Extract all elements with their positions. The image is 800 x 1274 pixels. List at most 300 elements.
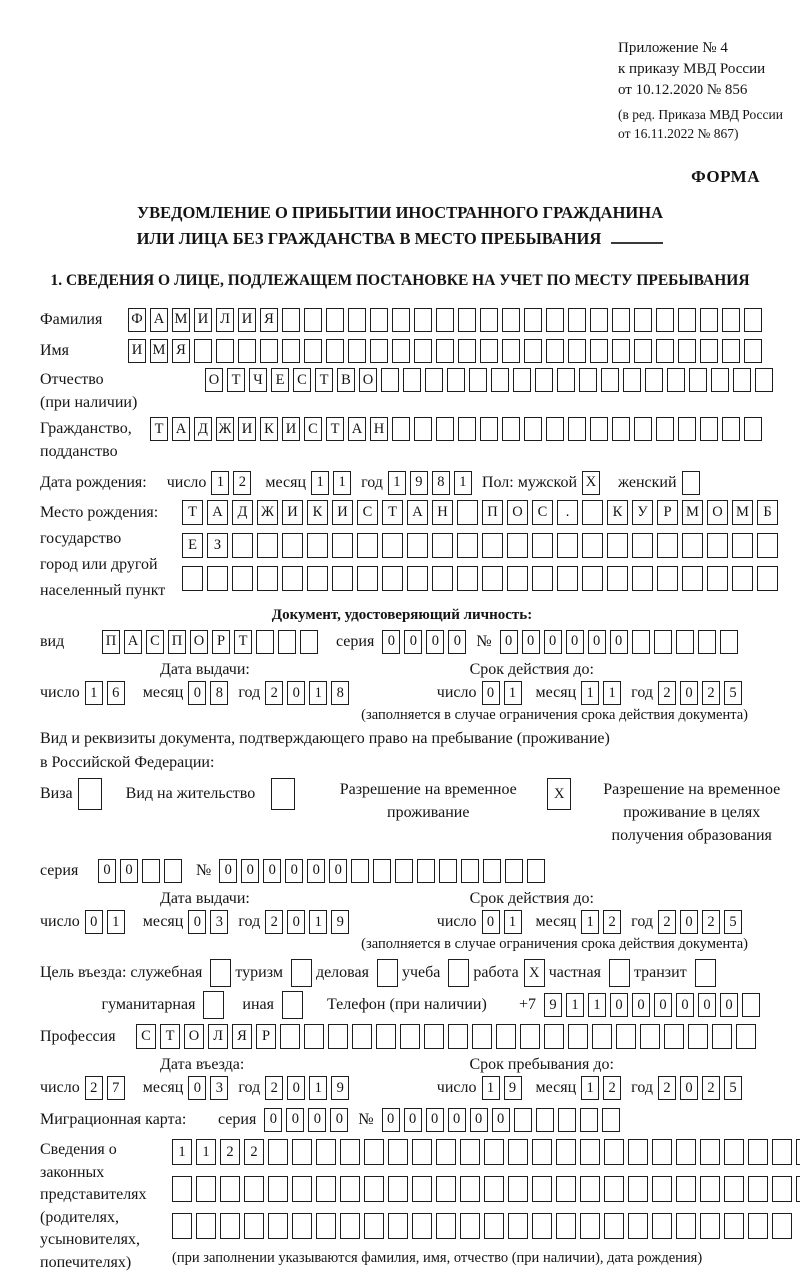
char-cell[interactable]: К xyxy=(607,500,628,525)
stay-expiry-day[interactable] xyxy=(482,910,526,934)
char-cell[interactable] xyxy=(458,308,476,332)
char-cell[interactable] xyxy=(524,417,542,441)
char-cell[interactable]: 2 xyxy=(702,681,720,705)
char-cell[interactable]: 1 xyxy=(333,471,351,495)
char-cell[interactable] xyxy=(332,533,353,558)
char-cell[interactable]: 0 xyxy=(448,630,466,654)
char-cell[interactable]: X xyxy=(524,959,545,987)
char-cell[interactable]: 1 xyxy=(504,910,522,934)
birth-month-cells[interactable] xyxy=(311,471,355,495)
char-cell[interactable]: Я xyxy=(260,308,278,332)
char-cell[interactable]: 0 xyxy=(188,1076,206,1100)
char-cell[interactable] xyxy=(678,308,696,332)
char-cell[interactable]: Т xyxy=(382,500,403,525)
char-cell[interactable] xyxy=(461,859,479,883)
char-cell[interactable] xyxy=(172,1213,192,1239)
char-cell[interactable] xyxy=(772,1139,792,1165)
char-cell[interactable]: Ф xyxy=(128,308,146,332)
char-cell[interactable] xyxy=(232,566,253,591)
char-cell[interactable] xyxy=(328,1024,348,1049)
char-cell[interactable] xyxy=(469,368,487,392)
char-cell[interactable]: И xyxy=(238,308,256,332)
char-cell[interactable] xyxy=(557,368,575,392)
char-cell[interactable] xyxy=(640,1024,660,1049)
char-cell[interactable]: 0 xyxy=(188,910,206,934)
id-issue-month[interactable] xyxy=(188,681,232,705)
char-cell[interactable]: 0 xyxy=(680,1076,698,1100)
char-cell[interactable] xyxy=(532,1213,552,1239)
char-cell[interactable]: Б xyxy=(757,500,778,525)
char-cell[interactable] xyxy=(460,1139,480,1165)
char-cell[interactable] xyxy=(425,368,443,392)
char-cell[interactable]: 0 xyxy=(287,910,305,934)
char-cell[interactable]: 0 xyxy=(482,681,500,705)
char-cell[interactable] xyxy=(172,1176,192,1202)
char-cell[interactable] xyxy=(278,630,296,654)
char-cell[interactable] xyxy=(695,959,716,987)
entry-year[interactable] xyxy=(265,1076,353,1100)
char-cell[interactable] xyxy=(676,1176,696,1202)
purpose-business-checkbox[interactable] xyxy=(377,959,402,987)
char-cell[interactable]: О xyxy=(707,500,728,525)
char-cell[interactable]: 1 xyxy=(309,1076,327,1100)
char-cell[interactable] xyxy=(210,959,231,987)
char-cell[interactable]: 1 xyxy=(581,1076,599,1100)
char-cell[interactable] xyxy=(536,1108,554,1132)
char-cell[interactable]: В xyxy=(337,368,355,392)
char-cell[interactable] xyxy=(483,859,501,883)
id-doc-series-cells[interactable] xyxy=(382,630,470,654)
char-cell[interactable]: 1 xyxy=(107,910,125,934)
char-cell[interactable] xyxy=(700,1176,720,1202)
char-cell[interactable] xyxy=(568,417,586,441)
char-cell[interactable] xyxy=(757,566,778,591)
char-cell[interactable] xyxy=(340,1213,360,1239)
sex-female-checkbox[interactable] xyxy=(682,471,704,495)
char-cell[interactable] xyxy=(720,630,738,654)
char-cell[interactable] xyxy=(203,991,224,1019)
char-cell[interactable] xyxy=(268,1176,288,1202)
patronymic-cells[interactable] xyxy=(205,368,777,392)
char-cell[interactable] xyxy=(527,859,545,883)
char-cell[interactable]: С xyxy=(146,630,164,654)
char-cell[interactable] xyxy=(744,339,762,363)
char-cell[interactable] xyxy=(634,417,652,441)
char-cell[interactable] xyxy=(604,1213,624,1239)
char-cell[interactable]: И xyxy=(194,308,212,332)
stay-expiry-month[interactable] xyxy=(581,910,625,934)
char-cell[interactable]: 1 xyxy=(581,681,599,705)
char-cell[interactable] xyxy=(590,339,608,363)
char-cell[interactable]: 0 xyxy=(610,993,628,1017)
char-cell[interactable]: 2 xyxy=(658,1076,676,1100)
char-cell[interactable] xyxy=(656,308,674,332)
char-cell[interactable] xyxy=(377,959,398,987)
char-cell[interactable]: 0 xyxy=(85,910,103,934)
stay-issue-year[interactable] xyxy=(265,910,353,934)
char-cell[interactable]: С xyxy=(304,417,322,441)
char-cell[interactable] xyxy=(282,991,303,1019)
char-cell[interactable] xyxy=(602,1108,620,1132)
char-cell[interactable] xyxy=(700,308,718,332)
char-cell[interactable] xyxy=(609,959,630,987)
char-cell[interactable]: 9 xyxy=(544,993,562,1017)
char-cell[interactable]: Я xyxy=(172,339,190,363)
char-cell[interactable]: 0 xyxy=(588,630,606,654)
char-cell[interactable] xyxy=(657,533,678,558)
char-cell[interactable] xyxy=(532,566,553,591)
char-cell[interactable]: 0 xyxy=(120,859,138,883)
char-cell[interactable] xyxy=(207,566,228,591)
char-cell[interactable] xyxy=(682,566,703,591)
birth-day-cells[interactable] xyxy=(211,471,255,495)
char-cell[interactable] xyxy=(582,533,603,558)
char-cell[interactable] xyxy=(535,368,553,392)
char-cell[interactable] xyxy=(724,1176,744,1202)
char-cell[interactable] xyxy=(628,1139,648,1165)
char-cell[interactable] xyxy=(238,339,256,363)
char-cell[interactable] xyxy=(484,1213,504,1239)
char-cell[interactable]: Е xyxy=(271,368,289,392)
char-cell[interactable]: М xyxy=(150,339,168,363)
char-cell[interactable] xyxy=(351,859,369,883)
char-cell[interactable] xyxy=(482,533,503,558)
char-cell[interactable] xyxy=(388,1139,408,1165)
char-cell[interactable]: 9 xyxy=(504,1076,522,1100)
char-cell[interactable] xyxy=(436,1213,456,1239)
char-cell[interactable] xyxy=(482,566,503,591)
char-cell[interactable] xyxy=(496,1024,516,1049)
char-cell[interactable]: Т xyxy=(326,417,344,441)
char-cell[interactable] xyxy=(400,1024,420,1049)
char-cell[interactable] xyxy=(748,1139,768,1165)
char-cell[interactable] xyxy=(748,1176,768,1202)
char-cell[interactable]: 2 xyxy=(85,1076,103,1100)
char-cell[interactable] xyxy=(164,859,182,883)
char-cell[interactable]: М xyxy=(682,500,703,525)
sex-male-checkbox[interactable] xyxy=(582,471,604,495)
char-cell[interactable] xyxy=(634,339,652,363)
char-cell[interactable] xyxy=(484,1176,504,1202)
char-cell[interactable] xyxy=(282,533,303,558)
char-cell[interactable]: 0 xyxy=(241,859,259,883)
char-cell[interactable]: М xyxy=(172,308,190,332)
char-cell[interactable] xyxy=(260,339,278,363)
char-cell[interactable]: 0 xyxy=(676,993,694,1017)
char-cell[interactable] xyxy=(436,417,454,441)
char-cell[interactable] xyxy=(292,1213,312,1239)
purpose-work-checkbox[interactable] xyxy=(524,959,549,987)
char-cell[interactable]: 0 xyxy=(382,630,400,654)
char-cell[interactable] xyxy=(316,1176,336,1202)
char-cell[interactable] xyxy=(332,566,353,591)
char-cell[interactable]: 0 xyxy=(287,1076,305,1100)
char-cell[interactable] xyxy=(196,1213,216,1239)
char-cell[interactable] xyxy=(612,417,630,441)
char-cell[interactable] xyxy=(607,566,628,591)
char-cell[interactable]: С xyxy=(532,500,553,525)
char-cell[interactable] xyxy=(507,566,528,591)
char-cell[interactable]: П xyxy=(168,630,186,654)
char-cell[interactable] xyxy=(645,368,663,392)
char-cell[interactable]: 9 xyxy=(331,910,349,934)
char-cell[interactable] xyxy=(458,417,476,441)
purpose-official-checkbox[interactable] xyxy=(210,959,235,987)
char-cell[interactable] xyxy=(607,533,628,558)
char-cell[interactable] xyxy=(407,566,428,591)
char-cell[interactable] xyxy=(612,339,630,363)
char-cell[interactable] xyxy=(742,993,760,1017)
char-cell[interactable]: И xyxy=(128,339,146,363)
char-cell[interactable]: З xyxy=(207,533,228,558)
char-cell[interactable]: 0 xyxy=(492,1108,510,1132)
char-cell[interactable] xyxy=(417,859,435,883)
char-cell[interactable]: 2 xyxy=(702,1076,720,1100)
char-cell[interactable]: О xyxy=(507,500,528,525)
purpose-humanitarian-checkbox[interactable] xyxy=(203,991,228,1019)
char-cell[interactable] xyxy=(582,566,603,591)
char-cell[interactable]: Д xyxy=(194,417,212,441)
char-cell[interactable] xyxy=(632,630,650,654)
char-cell[interactable]: 1 xyxy=(196,1139,216,1165)
char-cell[interactable]: С xyxy=(357,500,378,525)
char-cell[interactable]: Н xyxy=(370,417,388,441)
char-cell[interactable] xyxy=(376,1024,396,1049)
char-cell[interactable]: Т xyxy=(150,417,168,441)
char-cell[interactable] xyxy=(370,339,388,363)
char-cell[interactable] xyxy=(700,1213,720,1239)
char-cell[interactable] xyxy=(282,566,303,591)
char-cell[interactable]: 1 xyxy=(172,1139,192,1165)
char-cell[interactable] xyxy=(457,500,478,525)
char-cell[interactable] xyxy=(256,630,274,654)
char-cell[interactable]: О xyxy=(205,368,223,392)
char-cell[interactable]: 8 xyxy=(331,681,349,705)
char-cell[interactable] xyxy=(711,368,729,392)
char-cell[interactable] xyxy=(700,1139,720,1165)
char-cell[interactable] xyxy=(733,368,751,392)
char-cell[interactable] xyxy=(796,1176,800,1202)
char-cell[interactable] xyxy=(678,339,696,363)
char-cell[interactable]: 1 xyxy=(454,471,472,495)
char-cell[interactable]: 0 xyxy=(404,1108,422,1132)
char-cell[interactable] xyxy=(457,566,478,591)
char-cell[interactable] xyxy=(460,1176,480,1202)
char-cell[interactable]: У xyxy=(632,500,653,525)
char-cell[interactable]: И xyxy=(238,417,256,441)
char-cell[interactable] xyxy=(414,417,432,441)
char-cell[interactable] xyxy=(282,339,300,363)
char-cell[interactable]: Т xyxy=(182,500,203,525)
id-expiry-day[interactable] xyxy=(482,681,526,705)
purpose-private-checkbox[interactable] xyxy=(609,959,634,987)
char-cell[interactable] xyxy=(580,1108,598,1132)
char-cell[interactable] xyxy=(556,1139,576,1165)
birth-place-cells-row3[interactable] xyxy=(182,566,782,591)
char-cell[interactable] xyxy=(590,417,608,441)
char-cell[interactable] xyxy=(724,1213,744,1239)
char-cell[interactable] xyxy=(142,859,160,883)
char-cell[interactable]: 0 xyxy=(308,1108,326,1132)
char-cell[interactable]: 0 xyxy=(610,630,628,654)
char-cell[interactable] xyxy=(676,1213,696,1239)
char-cell[interactable] xyxy=(612,308,630,332)
id-expiry-year[interactable] xyxy=(658,681,746,705)
char-cell[interactable]: 3 xyxy=(210,910,228,934)
char-cell[interactable] xyxy=(667,368,685,392)
char-cell[interactable] xyxy=(682,471,700,495)
char-cell[interactable]: 5 xyxy=(724,910,742,934)
migration-card-number-cells[interactable] xyxy=(382,1108,624,1132)
char-cell[interactable] xyxy=(722,339,740,363)
char-cell[interactable]: 0 xyxy=(330,1108,348,1132)
stay-until-year[interactable] xyxy=(658,1076,746,1100)
char-cell[interactable] xyxy=(579,368,597,392)
char-cell[interactable]: А xyxy=(348,417,366,441)
char-cell[interactable] xyxy=(291,959,312,987)
char-cell[interactable] xyxy=(772,1176,792,1202)
char-cell[interactable]: 7 xyxy=(107,1076,125,1100)
char-cell[interactable]: Я xyxy=(232,1024,252,1049)
entry-month[interactable] xyxy=(188,1076,232,1100)
char-cell[interactable] xyxy=(480,417,498,441)
char-cell[interactable] xyxy=(182,566,203,591)
char-cell[interactable] xyxy=(652,1139,672,1165)
char-cell[interactable] xyxy=(357,533,378,558)
char-cell[interactable] xyxy=(395,859,413,883)
char-cell[interactable]: Ж xyxy=(257,500,278,525)
char-cell[interactable]: И xyxy=(332,500,353,525)
char-cell[interactable]: Л xyxy=(208,1024,228,1049)
char-cell[interactable] xyxy=(732,533,753,558)
char-cell[interactable]: 0 xyxy=(307,859,325,883)
char-cell[interactable]: 0 xyxy=(698,993,716,1017)
id-issue-day[interactable] xyxy=(85,681,129,705)
char-cell[interactable]: 2 xyxy=(603,910,621,934)
char-cell[interactable]: 1 xyxy=(311,471,329,495)
char-cell[interactable]: 1 xyxy=(388,471,406,495)
char-cell[interactable] xyxy=(432,566,453,591)
char-cell[interactable] xyxy=(304,1024,324,1049)
char-cell[interactable] xyxy=(514,1108,532,1132)
char-cell[interactable] xyxy=(654,630,672,654)
char-cell[interactable]: П xyxy=(482,500,503,525)
birth-place-cells-row1[interactable] xyxy=(182,500,782,525)
stay-issue-month[interactable] xyxy=(188,910,232,934)
char-cell[interactable]: О xyxy=(190,630,208,654)
char-cell[interactable] xyxy=(652,1213,672,1239)
char-cell[interactable] xyxy=(373,859,391,883)
char-cell[interactable] xyxy=(682,533,703,558)
char-cell[interactable] xyxy=(582,500,603,525)
char-cell[interactable]: 0 xyxy=(680,910,698,934)
char-cell[interactable]: 9 xyxy=(331,1076,349,1100)
char-cell[interactable] xyxy=(458,339,476,363)
char-cell[interactable]: 0 xyxy=(426,1108,444,1132)
char-cell[interactable] xyxy=(424,1024,444,1049)
char-cell[interactable] xyxy=(712,1024,732,1049)
char-cell[interactable] xyxy=(257,533,278,558)
char-cell[interactable] xyxy=(364,1139,384,1165)
char-cell[interactable]: 2 xyxy=(658,910,676,934)
char-cell[interactable]: И xyxy=(282,417,300,441)
surname-cells[interactable] xyxy=(128,308,766,332)
char-cell[interactable]: К xyxy=(307,500,328,525)
char-cell[interactable]: 1 xyxy=(211,471,229,495)
representatives-cells-row2[interactable] xyxy=(172,1176,800,1202)
char-cell[interactable] xyxy=(412,1213,432,1239)
char-cell[interactable] xyxy=(340,1139,360,1165)
stay-doc-series-cells[interactable] xyxy=(98,859,186,883)
char-cell[interactable] xyxy=(592,1024,612,1049)
char-cell[interactable]: . xyxy=(557,500,578,525)
char-cell[interactable] xyxy=(604,1176,624,1202)
char-cell[interactable] xyxy=(556,1213,576,1239)
char-cell[interactable] xyxy=(348,308,366,332)
char-cell[interactable] xyxy=(382,566,403,591)
char-cell[interactable] xyxy=(556,1176,576,1202)
char-cell[interactable] xyxy=(244,1213,264,1239)
char-cell[interactable] xyxy=(748,1213,768,1239)
char-cell[interactable]: А xyxy=(172,417,190,441)
char-cell[interactable] xyxy=(664,1024,684,1049)
char-cell[interactable] xyxy=(590,308,608,332)
char-cell[interactable]: Д xyxy=(232,500,253,525)
char-cell[interactable]: 6 xyxy=(107,681,125,705)
id-issue-year[interactable] xyxy=(265,681,353,705)
char-cell[interactable] xyxy=(689,368,707,392)
char-cell[interactable]: Т xyxy=(160,1024,180,1049)
char-cell[interactable]: 0 xyxy=(382,1108,400,1132)
char-cell[interactable]: 5 xyxy=(724,1076,742,1100)
char-cell[interactable] xyxy=(524,339,542,363)
char-cell[interactable] xyxy=(700,417,718,441)
char-cell[interactable] xyxy=(502,417,520,441)
char-cell[interactable] xyxy=(632,533,653,558)
char-cell[interactable] xyxy=(505,859,523,883)
char-cell[interactable] xyxy=(532,533,553,558)
purpose-other-checkbox[interactable] xyxy=(282,991,307,1019)
char-cell[interactable] xyxy=(700,339,718,363)
phone-cells[interactable] xyxy=(544,993,764,1017)
char-cell[interactable] xyxy=(436,308,454,332)
char-cell[interactable] xyxy=(232,533,253,558)
char-cell[interactable] xyxy=(652,1176,672,1202)
char-cell[interactable] xyxy=(520,1024,540,1049)
char-cell[interactable] xyxy=(722,308,740,332)
char-cell[interactable]: 0 xyxy=(404,630,422,654)
char-cell[interactable]: 0 xyxy=(448,1108,466,1132)
char-cell[interactable]: А xyxy=(207,500,228,525)
char-cell[interactable]: X xyxy=(547,778,571,810)
char-cell[interactable] xyxy=(340,1176,360,1202)
char-cell[interactable] xyxy=(707,533,728,558)
char-cell[interactable]: 1 xyxy=(85,681,103,705)
char-cell[interactable] xyxy=(257,566,278,591)
id-doc-type-cells[interactable] xyxy=(102,630,322,654)
char-cell[interactable] xyxy=(632,566,653,591)
char-cell[interactable]: 2 xyxy=(265,681,283,705)
id-expiry-month[interactable] xyxy=(581,681,625,705)
char-cell[interactable] xyxy=(544,1024,564,1049)
char-cell[interactable]: 2 xyxy=(265,910,283,934)
char-cell[interactable]: 0 xyxy=(522,630,540,654)
char-cell[interactable]: 0 xyxy=(98,859,116,883)
char-cell[interactable] xyxy=(316,1139,336,1165)
char-cell[interactable] xyxy=(480,339,498,363)
stay-doc-number-cells[interactable] xyxy=(219,859,549,883)
char-cell[interactable]: П xyxy=(102,630,120,654)
